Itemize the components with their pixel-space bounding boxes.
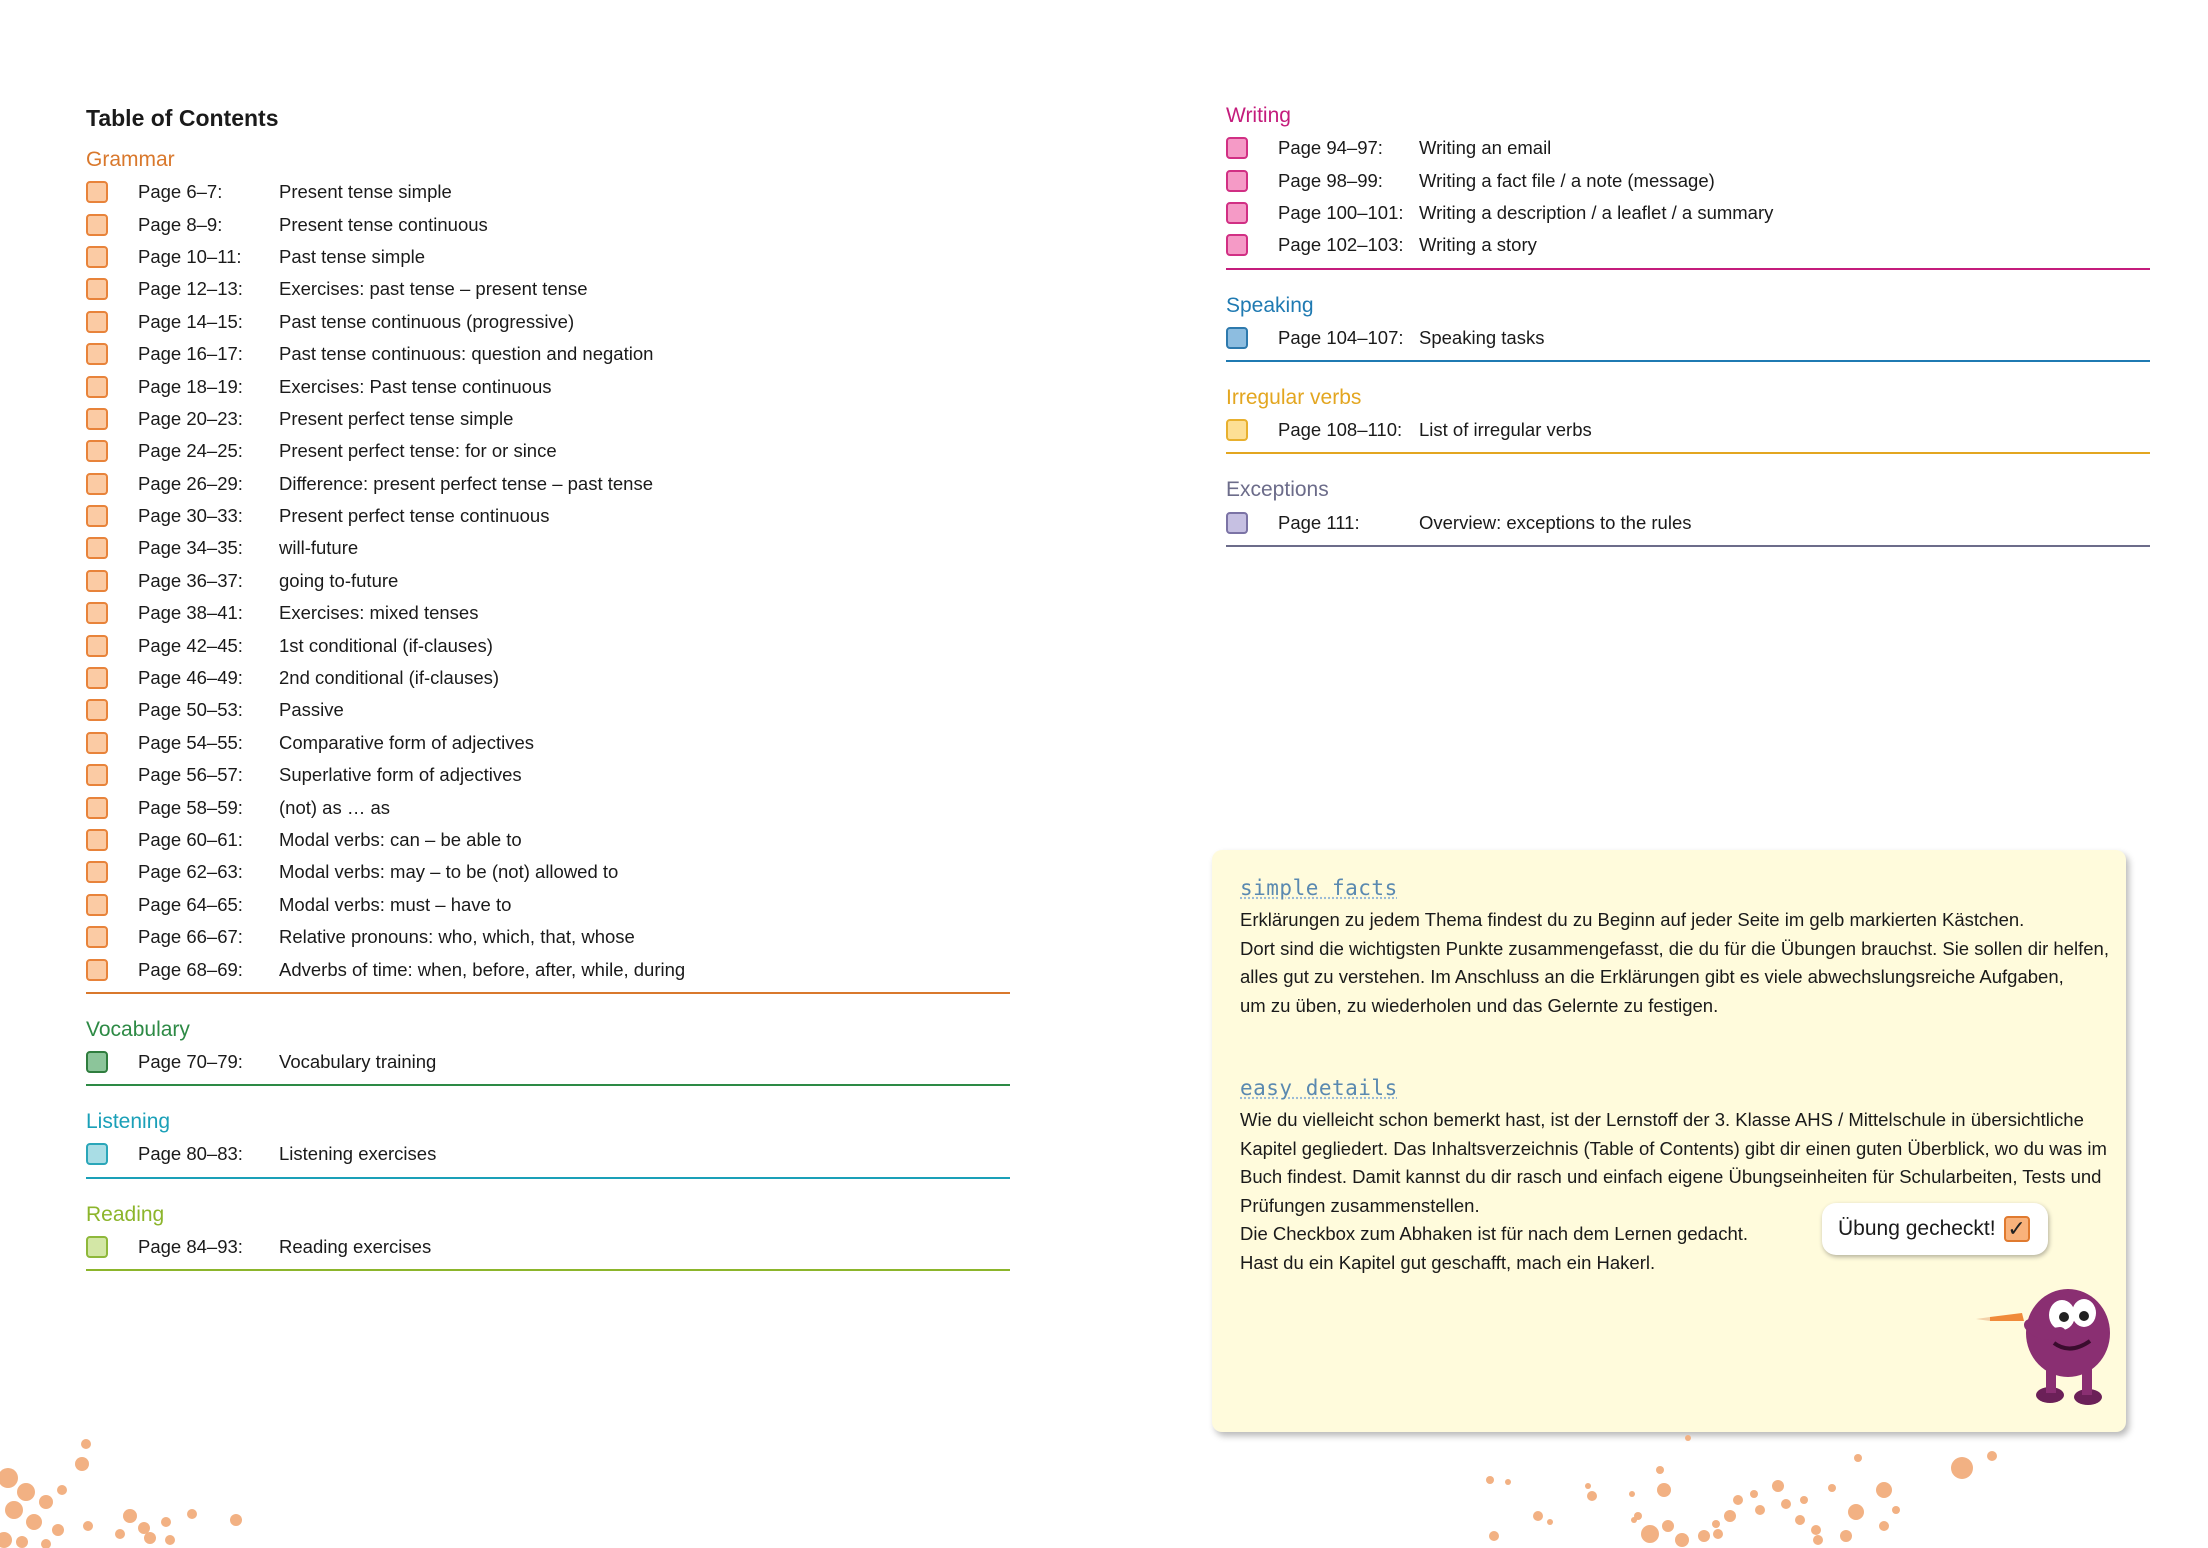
decor-dot — [1629, 1491, 1635, 1497]
decor-dot — [1634, 1512, 1642, 1520]
topic-label: Difference: present perfect tense – past tense — [279, 472, 653, 494]
toc-entry — [86, 500, 1010, 532]
decor-dot — [0, 1532, 12, 1548]
toc-entry — [86, 532, 1010, 564]
toc-entry — [86, 791, 1010, 823]
section-speaking — [1226, 292, 2150, 362]
page-range: Page 80–83: — [138, 1143, 243, 1165]
section-vocabulary — [86, 1016, 1010, 1086]
decorative-dots-right — [1460, 1430, 2000, 1548]
checkbox[interactable] — [86, 408, 108, 430]
checkbox[interactable] — [86, 1236, 108, 1258]
left-toc-column — [86, 102, 1010, 1293]
topic-label: Passive — [279, 699, 344, 721]
toc-entry — [86, 306, 1010, 338]
decor-dot — [26, 1514, 42, 1530]
section-title: Vocabulary — [86, 1017, 190, 1041]
right-toc-column — [1226, 102, 2150, 569]
page-range: Page 12–13: — [138, 278, 243, 300]
decor-dot — [1800, 1496, 1808, 1504]
section-divider — [1226, 268, 2150, 270]
checkbox[interactable] — [1226, 202, 1248, 224]
section-divider — [86, 992, 1010, 994]
checkbox[interactable] — [86, 214, 108, 236]
section-title: Listening — [86, 1110, 171, 1134]
checkbox[interactable] — [86, 926, 108, 948]
decor-dot — [1840, 1530, 1852, 1542]
page-range: Page 10–11: — [138, 245, 242, 267]
topic-label: Writing a description / a leaflet / a summary — [1419, 201, 1774, 223]
checkbox[interactable] — [86, 861, 108, 883]
section-divider — [86, 1177, 1010, 1179]
toc-entry — [86, 889, 1010, 921]
decorative-dots-left — [0, 1430, 260, 1548]
page-range: Page 20–23: — [138, 407, 243, 429]
decor-dot — [1951, 1457, 1973, 1479]
toc-entry — [86, 565, 1010, 597]
decor-dot — [41, 1539, 51, 1548]
page-range: Page 14–15: — [138, 310, 243, 332]
page-range: Page 46–49: — [138, 667, 243, 689]
checkbox[interactable] — [86, 440, 108, 462]
toc-entry — [86, 629, 1010, 661]
decor-dot — [1828, 1484, 1836, 1492]
decor-dot — [1675, 1533, 1689, 1547]
decor-dot — [1733, 1495, 1743, 1505]
topic-label: Modal verbs: must – have to — [279, 893, 512, 915]
checkbox[interactable] — [86, 311, 108, 333]
toc-entry — [86, 856, 1010, 888]
page-range: Page 24–25: — [138, 440, 243, 462]
toc-entry — [86, 694, 1010, 726]
checkbox[interactable] — [86, 667, 108, 689]
topic-label: Past tense continuous (progressive) — [279, 310, 575, 332]
topic-label: going to-future — [279, 569, 399, 591]
checkbox[interactable] — [86, 764, 108, 786]
topic-label: Modal verbs: may – to be (not) allowed to — [279, 861, 619, 883]
checkbox[interactable] — [86, 1051, 108, 1073]
page-range: Page 50–53: — [138, 699, 243, 721]
page-range: Page 30–33: — [138, 505, 243, 527]
decor-dot — [1781, 1499, 1791, 1509]
page-range: Page 102–103: — [1278, 234, 1404, 256]
decor-dot — [1685, 1435, 1691, 1441]
decor-dot — [123, 1509, 137, 1523]
decor-dot — [1641, 1525, 1659, 1543]
page-range: Page 8–9: — [138, 213, 223, 235]
decor-dot — [1505, 1479, 1511, 1485]
toc-entry — [86, 273, 1010, 305]
decor-dot — [1656, 1466, 1664, 1474]
page-range: Page 100–101: — [1278, 201, 1404, 223]
page-range: Page 34–35: — [138, 537, 243, 559]
decor-dot — [83, 1521, 93, 1531]
checkbox[interactable] — [1226, 137, 1248, 159]
decor-dot — [1486, 1476, 1494, 1484]
section-divider — [1226, 545, 2150, 547]
page-range: Page 36–37: — [138, 569, 243, 591]
decor-dot — [165, 1535, 175, 1545]
toc-entry — [1226, 506, 2150, 538]
checkbox[interactable] — [86, 699, 108, 721]
checkbox[interactable] — [86, 246, 108, 268]
page-range: Page 16–17: — [138, 343, 243, 365]
topic-label: Comparative form of adjectives — [279, 731, 534, 753]
page-title: Table of Contents — [86, 105, 279, 131]
decor-dot — [138, 1522, 150, 1534]
toc-entry — [86, 370, 1010, 402]
checkbox[interactable] — [86, 797, 108, 819]
topic-label: Superlative form of adjectives — [279, 764, 522, 786]
decor-dot — [144, 1532, 156, 1544]
page-range: Page 60–61: — [138, 829, 243, 850]
checkbox[interactable] — [86, 732, 108, 754]
page-range: Page 68–69: — [138, 958, 243, 980]
toc-entry — [86, 597, 1010, 629]
toc-entry — [86, 435, 1010, 467]
section-title: Exceptions — [1226, 478, 1329, 502]
speech-bubble — [1822, 1203, 2048, 1255]
page-range: Page 38–41: — [138, 602, 243, 624]
checkbox[interactable] — [86, 570, 108, 592]
decor-dot — [17, 1483, 35, 1501]
topic-label: Past tense simple — [279, 245, 426, 267]
toc-entry — [86, 662, 1010, 694]
page-range: Page 58–59: — [138, 796, 243, 818]
decor-dot — [1813, 1535, 1823, 1545]
topic-label: List of irregular verbs — [1419, 419, 1592, 441]
mascot-illustration — [1950, 1255, 2130, 1415]
decor-dot — [1489, 1531, 1499, 1541]
decor-dot — [1657, 1483, 1671, 1497]
checkbox[interactable] — [86, 473, 108, 495]
topic-label: Present tense continuous — [279, 213, 488, 235]
checkbox[interactable] — [86, 829, 108, 851]
decor-dot — [1662, 1520, 1674, 1532]
toc-entry — [86, 468, 1010, 500]
toc-entry — [86, 1046, 1010, 1078]
decor-dot — [187, 1509, 197, 1519]
page-range: Page 18–19: — [138, 375, 243, 397]
topic-label: 1st conditional (if-clauses) — [279, 634, 493, 656]
toc-entry — [1226, 197, 2150, 229]
page-range: Page 84–93: — [138, 1235, 243, 1257]
easy-details-heading: easy details — [1240, 1076, 1398, 1100]
decor-dot — [75, 1457, 89, 1471]
toc-entry — [86, 921, 1010, 953]
section-title: Writing — [1226, 104, 1291, 127]
checkbox[interactable] — [86, 1143, 108, 1165]
topic-label: Modal verbs: can – be able to — [279, 829, 522, 850]
page-range: Page 26–29: — [138, 472, 243, 494]
checkmark-icon — [2004, 1216, 2030, 1242]
decor-dot — [230, 1514, 242, 1526]
page-range: Page 70–79: — [138, 1050, 243, 1072]
section-divider — [1226, 452, 2150, 454]
page-range: Page 98–99: — [1278, 169, 1383, 191]
checkbox[interactable] — [86, 343, 108, 365]
decor-dot — [1533, 1511, 1543, 1521]
toc-entry — [86, 208, 1010, 240]
text-line: Erklärungen zu jedem Thema findest du zu Beginn auf jeder Seite im gelb markierten Kästchen. — [1240, 909, 2025, 930]
topic-label: Writing a fact file / a note (message) — [1419, 169, 1715, 191]
text-line: Hast du ein Kapitel gut geschafft, mach ein Hakerl. — [1240, 1251, 1656, 1273]
decor-dot — [1585, 1483, 1591, 1489]
decor-dot — [1848, 1504, 1864, 1520]
topic-label: Past tense continuous: question and negation — [279, 343, 654, 365]
decor-dot — [1892, 1506, 1900, 1514]
decor-dot — [81, 1439, 91, 1449]
decor-dot — [1724, 1510, 1736, 1522]
toc-entry — [86, 824, 1010, 856]
text-line: Wie du vielleicht schon bemerkt hast, ist der Lernstoff der 3. Klasse AHS / Mittelschule in übersichtliche — [1240, 1109, 2084, 1130]
simple-facts-heading: simple facts — [1240, 876, 1398, 900]
topic-label: Writing an email — [1419, 137, 1552, 159]
checkbox[interactable] — [86, 505, 108, 527]
checkbox[interactable] — [1226, 234, 1248, 256]
toc-entry — [86, 1138, 1010, 1170]
checkbox[interactable] — [86, 278, 108, 300]
decor-dot — [1713, 1529, 1723, 1539]
checkbox[interactable] — [86, 602, 108, 624]
checkbox[interactable] — [1226, 419, 1248, 441]
decor-dot — [1876, 1482, 1892, 1498]
topic-label: Speaking tasks — [1419, 326, 1545, 348]
toc-entry — [1226, 164, 2150, 196]
topic-label: Overview: exceptions to the rules — [1419, 511, 1692, 533]
decor-dot — [0, 1468, 18, 1488]
checkmark-glyph: ✓ — [2007, 1216, 2026, 1241]
page-range: Page 64–65: — [138, 893, 243, 915]
decor-dot — [161, 1517, 171, 1527]
page-range: Page 42–45: — [138, 634, 243, 656]
checkbox[interactable] — [1226, 170, 1248, 192]
section-divider — [1226, 360, 2150, 362]
decor-dot — [1772, 1480, 1784, 1492]
topic-label: Listening exercises — [279, 1143, 437, 1165]
page-range: Page 66–67: — [138, 926, 243, 948]
page-range: Page 108–110: — [1278, 419, 1403, 441]
page-range: Page 54–55: — [138, 731, 243, 753]
text-line: alles gut zu verstehen. Im Anschluss an die Erklärungen gibt es viele abwechslungsreiche Aufgaben, — [1240, 966, 2064, 987]
checkbox[interactable] — [86, 181, 108, 203]
text-line: Dort sind die wichtigsten Punkte zusammengefasst, die du für die Übungen brauchst. Sie sollen dir helfen, — [1240, 937, 2109, 959]
topic-label: Reading exercises — [279, 1235, 432, 1257]
decor-dot — [1795, 1515, 1805, 1525]
toc-entry — [86, 953, 1010, 985]
section-reading — [86, 1201, 1010, 1271]
decor-dot — [1811, 1525, 1821, 1535]
decor-dot — [57, 1485, 67, 1495]
toc-entry — [1226, 132, 2150, 164]
toc-entry — [86, 176, 1010, 208]
toc-entry — [86, 241, 1010, 273]
section-listening — [86, 1108, 1010, 1178]
decor-dot — [52, 1524, 64, 1536]
decor-dot — [39, 1495, 53, 1509]
decor-dot — [115, 1529, 125, 1539]
toc-entry — [86, 759, 1010, 791]
checkbox[interactable] — [86, 537, 108, 559]
checkbox[interactable] — [86, 959, 108, 981]
toc-entry — [1226, 414, 2150, 446]
toc-entry — [86, 403, 1010, 435]
toc-entry — [86, 1231, 1010, 1263]
text-line: Buch findest. Damit kannst du dir rasch und einfach eigene Übungseinheiten für Schularbeiten, Tests und — [1240, 1166, 2102, 1187]
checkbox[interactable] — [1226, 327, 1248, 349]
section-grammar — [86, 146, 1010, 994]
section-divider — [86, 1084, 1010, 1086]
toc-entry — [1226, 322, 2150, 354]
checkbox[interactable] — [86, 894, 108, 916]
text-line: Kapitel gegliedert. Das Inhaltsverzeichnis (Table of Contents) gibt dir einen guten Überblick, wo du was im — [1240, 1137, 2107, 1159]
checkbox[interactable] — [1226, 512, 1248, 534]
topic-label: will-future — [279, 537, 359, 559]
section-irregular-verbs — [1226, 384, 2150, 454]
topic-label: (not) as … as — [279, 796, 391, 818]
simple-facts-text — [1240, 906, 2110, 1020]
topic-label: Exercises: mixed tenses — [279, 602, 479, 624]
decor-dot — [1712, 1520, 1720, 1528]
text-line: um zu üben, zu wiederholen und das Gelernte zu festigen. — [1240, 994, 1719, 1016]
page-range: Page 104–107: — [1278, 326, 1404, 348]
topic-label: Relative pronouns: who, which, that, whose — [279, 926, 635, 948]
toc-entry — [86, 338, 1010, 370]
topic-label: Present perfect tense continuous — [279, 505, 550, 527]
decor-dot — [1755, 1505, 1765, 1515]
decor-dot — [1879, 1521, 1889, 1531]
text-line: Die Checkbox zum Abhaken ist für nach dem Lernen gedacht. — [1240, 1223, 1749, 1244]
topic-label: Adverbs of time: when, before, after, while, during — [279, 958, 686, 980]
toc-entry — [86, 727, 1010, 759]
page-range: Page 62–63: — [138, 861, 243, 883]
speech-bubble-text: Übung gecheckt! — [1838, 1217, 1996, 1240]
topic-label: Present tense simple — [279, 181, 452, 203]
page-range: Page 56–57: — [138, 764, 243, 786]
section-title: Grammar — [86, 148, 175, 171]
topic-label: 2nd conditional (if-clauses) — [279, 667, 500, 689]
decor-dot — [16, 1536, 28, 1548]
page-range: Page 94–97: — [1278, 137, 1383, 159]
decor-dot — [5, 1501, 23, 1519]
section-title: Speaking — [1226, 293, 1314, 317]
toc-entry — [1226, 229, 2150, 261]
decor-dot — [1987, 1451, 1997, 1461]
page-range: Page 111: — [1278, 511, 1360, 533]
decor-dot — [1698, 1530, 1710, 1542]
section-title: Irregular verbs — [1226, 385, 1362, 409]
section-writing — [1226, 102, 2150, 270]
decor-dot — [1854, 1454, 1862, 1462]
topic-label: Vocabulary training — [279, 1050, 437, 1072]
section-title: Reading — [86, 1202, 165, 1226]
page-range: Page 6–7: — [138, 181, 223, 203]
section-exceptions — [1226, 476, 2150, 546]
checkbox[interactable] — [86, 635, 108, 657]
topic-label: Present perfect tense: for or since — [279, 440, 557, 462]
topic-label: Writing a story — [1419, 234, 1537, 256]
checkbox[interactable] — [86, 376, 108, 398]
section-divider — [86, 1269, 1010, 1271]
text-line: Prüfungen zusammenstellen. — [1240, 1194, 1480, 1216]
decor-dot — [1750, 1490, 1758, 1498]
topic-label: Exercises: Past tense continuous — [279, 375, 552, 397]
topic-label: Exercises: past tense – present tense — [279, 278, 588, 300]
topic-label: Present perfect tense simple — [279, 407, 514, 429]
decor-dot — [1587, 1491, 1597, 1501]
decor-dot — [1547, 1519, 1553, 1525]
